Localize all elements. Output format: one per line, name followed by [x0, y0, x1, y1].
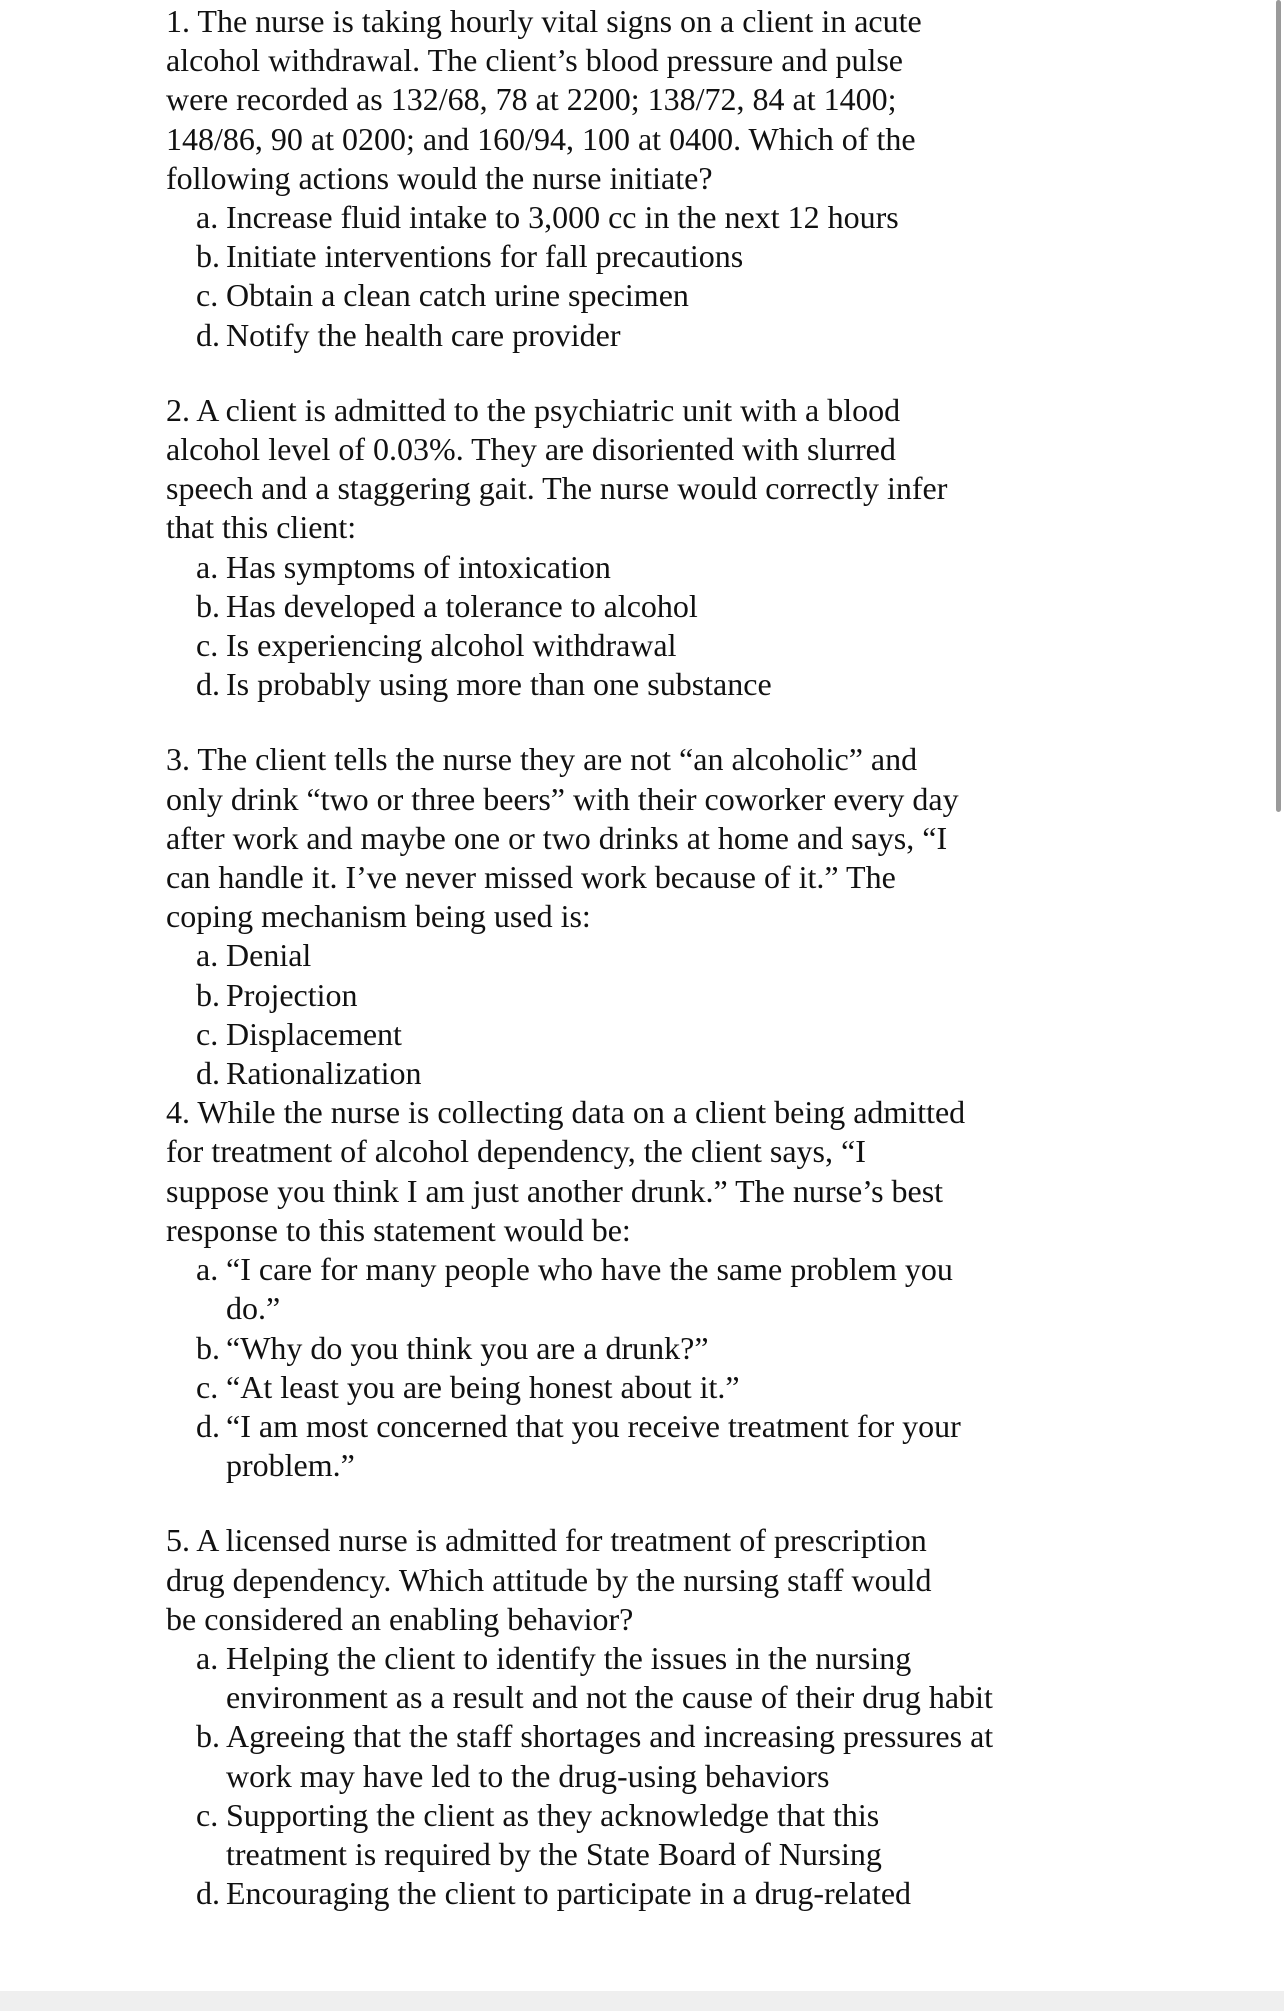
question-1-option-c [196, 276, 996, 315]
question-5-option-c [196, 1796, 996, 1874]
question-2-option-a [196, 548, 996, 587]
option-text: Increase fluid intake to 3,000 cc in the next 12 hours [226, 199, 899, 236]
question-1-option-a [196, 198, 996, 237]
question-4-options [166, 1250, 1226, 1485]
question-4-option-c [196, 1368, 996, 1407]
question-5-options [166, 1639, 1226, 1913]
question-3-stem: 3. The client tells the nurse they are not “an alcoholic” and only drink “two or three beers” with their coworker every day after work and maybe one or two drinks at home and says, “I can handle it. I’ve never missed work because of it.” The coping mechanism being used is: [166, 741, 959, 935]
question-1-option-d [196, 316, 996, 355]
option-text: Has developed a tolerance to alcohol [226, 587, 698, 624]
option-letter: d. [196, 1407, 220, 1444]
question-1-option-b [196, 237, 996, 276]
option-text: “At least you are being honest about it.” [226, 1368, 740, 1405]
option-letter: c. [196, 627, 219, 664]
question-4-stem: 4. While the nurse is collecting data on a client being admitted for treatment of alcohol dependency, the client says, “I suppose you think I am just another drunk.” The nurse’s best response to this statement would be: [166, 1094, 966, 1248]
option-letter: b. [196, 587, 220, 624]
question-4-option-d [196, 1407, 996, 1485]
option-text: Helping the client to identify the issues in the nursing environment as a result and not the cause of their drug habit [226, 1639, 993, 1716]
option-letter: b. [196, 1718, 220, 1755]
option-text: Is experiencing alcohol withdrawal [226, 627, 677, 664]
question-5-option-d [196, 1874, 996, 1913]
question-4-option-b [196, 1329, 996, 1368]
option-text: Obtain a clean catch urine specimen [226, 277, 689, 314]
question-4 [166, 1093, 1226, 1485]
option-text: Has symptoms of intoxication [226, 548, 611, 585]
vertical-scrollbar[interactable] [1278, 0, 1284, 2011]
question-3-option-c [196, 1015, 996, 1054]
question-1-options [166, 198, 1226, 355]
question-3-option-d [196, 1054, 996, 1093]
question-2-option-b [196, 587, 996, 626]
option-text: Projection [226, 976, 358, 1013]
option-letter: d. [196, 316, 220, 353]
question-3-option-b [196, 976, 996, 1015]
option-letter: a. [196, 548, 219, 585]
option-letter: b. [196, 238, 220, 275]
option-text: Supporting the client as they acknowledge that this treatment is required by the State Board of Nursing [226, 1796, 882, 1872]
option-text: Displacement [226, 1015, 402, 1052]
option-letter: b. [196, 976, 220, 1013]
option-text: Rationalization [226, 1055, 422, 1092]
scrollbar-thumb[interactable] [1276, 0, 1281, 812]
option-text: Agreeing that the staff shortages and increasing pressures at work may have led to the drug-using behaviors [226, 1718, 994, 1794]
option-letter: a. [196, 937, 219, 974]
option-text: Notify the health care provider [226, 316, 621, 353]
question-2-option-c [196, 626, 996, 665]
option-text: Denial [226, 937, 312, 974]
spacer [166, 1485, 1226, 1521]
option-letter: c. [196, 1368, 219, 1405]
option-letter: b. [196, 1329, 220, 1366]
question-1 [166, 2, 1226, 355]
option-letter: c. [196, 1015, 219, 1052]
question-3-option-a [196, 936, 996, 975]
option-letter: d. [196, 666, 220, 703]
question-3-options [166, 936, 1226, 1093]
option-letter: c. [196, 277, 219, 314]
question-5-stem: 5. A licensed nurse is admitted for treatment of prescription drug dependency. Which attitude by the nursing staff would be considered an enabling behavior? [166, 1522, 932, 1637]
question-3 [166, 740, 1226, 1093]
option-text: “I am most concerned that you receive treatment for your problem.” [226, 1407, 961, 1484]
bottom-edge-bar [0, 1991, 1284, 2011]
question-list [166, 2, 1226, 1913]
question-5-option-b [196, 1717, 996, 1795]
option-letter: c. [196, 1796, 219, 1833]
question-5 [166, 1521, 1226, 1913]
option-letter: a. [196, 199, 219, 236]
question-2-option-d [196, 665, 996, 704]
spacer [166, 355, 1226, 391]
option-letter: a. [196, 1251, 219, 1288]
option-letter: d. [196, 1055, 220, 1092]
spacer [166, 704, 1226, 740]
question-2 [166, 391, 1226, 705]
option-text: Is probably using more than one substance [226, 666, 772, 703]
option-text: Encouraging the client to participate in a drug-related [226, 1875, 912, 1912]
option-text: “Why do you think you are a drunk?” [226, 1329, 709, 1366]
option-text: “I care for many people who have the same problem you do.” [226, 1251, 953, 1327]
question-2-options [166, 548, 1226, 705]
question-2-stem: 2. A client is admitted to the psychiatric unit with a blood alcohol level of 0.03%. They are disoriented with slurred speech and a staggering gait. The nurse would correctly infer that this client: [166, 391, 948, 546]
question-4-option-a [196, 1250, 996, 1328]
option-letter: a. [196, 1639, 219, 1676]
question-5-option-a [196, 1639, 996, 1717]
question-1-stem: 1. The nurse is taking hourly vital signs on a client in acute alcohol withdrawal. The client’s blood pressure and pulse were recorded as 132/68, 78 at 2200; 138/72, 84 at 1400; 148/86, 90 at 0200; and 160/94, 100 at 0400. Which of the following actions would the nurse initiate? [166, 3, 922, 196]
option-text: Initiate interventions for fall precautions [226, 238, 744, 275]
option-letter: d. [196, 1875, 220, 1912]
